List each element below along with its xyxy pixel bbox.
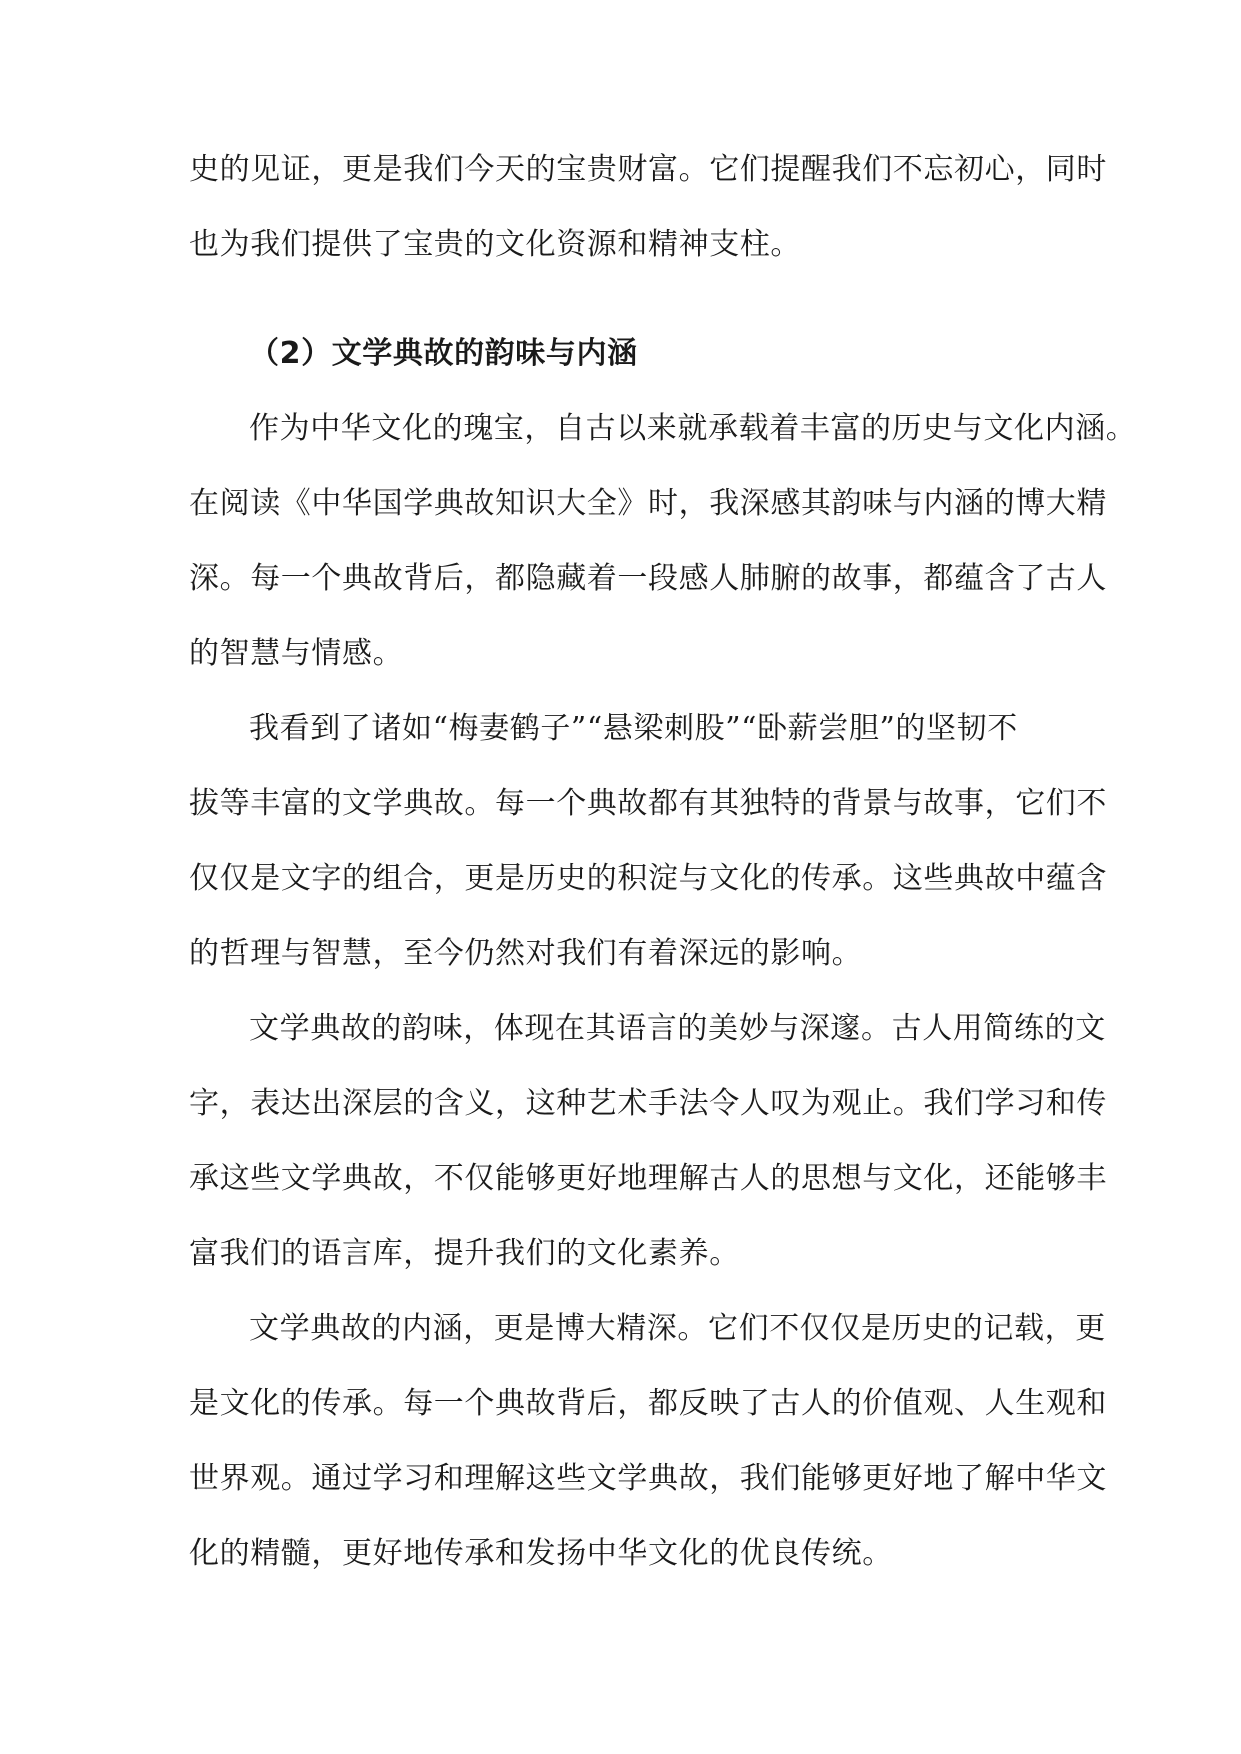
text-line: 的哲理与智慧，至今仍然对我们有着深远的影响。 <box>189 936 863 971</box>
text-line: 字，表达出深层的含义，这种艺术手法令人叹为观止。我们学习和传 <box>189 1086 1107 1121</box>
text-line: 作为中华文化的瑰宝，自古以来就承载着丰富的历史与文化内涵。 <box>249 411 1137 446</box>
section-heading: （2）文学典故的韵味与内涵 <box>249 336 638 371</box>
text-line: 我看到了诸如“梅妻鹤子”“悬梁刺股”“卧薪尝胆”的坚韧不 <box>249 711 1018 746</box>
text-line: 的智慧与情感。 <box>189 636 404 671</box>
text-line: 史的见证，更是我们今天的宝贵财富。它们提醒我们不忘初心，同时 <box>189 152 1107 187</box>
paragraph <box>189 701 1107 1001</box>
text-line: 是文化的传承。每一个典故背后，都反映了古人的价值观、人生观和 <box>189 1386 1107 1421</box>
text-line: 富我们的语言库，提升我们的文化素养。 <box>189 1236 740 1271</box>
text-line: 在阅读《中华国学典故知识大全》时，我深感其韵味与内涵的博大精 <box>189 486 1107 521</box>
paragraph <box>189 1301 1107 1601</box>
paragraph <box>189 401 1137 701</box>
text-line: 深。每一个典故背后，都隐藏着一段感人肺腑的故事，都蕴含了古人 <box>189 561 1107 596</box>
document-body <box>189 142 1137 1601</box>
text-line: 化的精髓，更好地传承和发扬中华文化的优良传统。 <box>189 1536 893 1571</box>
text-line: 文学典故的内涵，更是博大精深。它们不仅仅是历史的记载，更 <box>249 1311 1106 1346</box>
text-line: 拔等丰富的文学典故。每一个典故都有其独特的背景与故事，它们不 <box>189 786 1107 821</box>
text-line: 承这些文学典故，不仅能够更好地理解古人的思想与文化，还能够丰 <box>189 1161 1107 1196</box>
text-line: 世界观。通过学习和理解这些文学典故，我们能够更好地了解中华文 <box>189 1461 1107 1496</box>
paragraph <box>189 1001 1107 1301</box>
text-line: 文学典故的韵味，体现在其语言的美妙与深邃。古人用简练的文 <box>249 1011 1106 1046</box>
paragraph-continuation <box>189 142 1107 292</box>
text-line: 仅仅是文字的组合，更是历史的积淀与文化的传承。这些典故中蕴含 <box>189 861 1107 896</box>
text-line: 也为我们提供了宝贵的文化资源和精神支柱。 <box>189 227 801 262</box>
